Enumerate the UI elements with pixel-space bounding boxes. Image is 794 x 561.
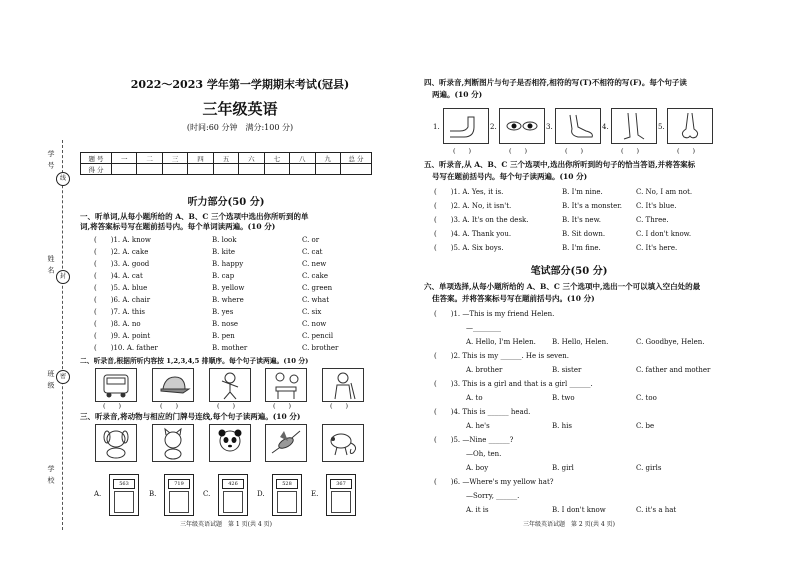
q3-instruction: 三、听录音,将动物与相应的门牌号连线,每个句子读两遍。(10 分) <box>80 412 301 421</box>
q1-item: ( )10. A. father <box>94 344 158 352</box>
q1-option-c: C. brother <box>302 344 339 352</box>
binding-line <box>62 140 63 530</box>
q6-option: C. too <box>636 394 657 402</box>
score-header-cell: 七 <box>264 153 289 164</box>
q5-option-c: C. I don't know. <box>636 230 692 238</box>
score-header-cell: 总 分 <box>341 153 372 164</box>
q5-option-b: B. Sit down. <box>562 230 606 238</box>
door-528[interactable] <box>272 474 302 516</box>
legs-picture <box>611 108 657 144</box>
score-cell[interactable] <box>290 164 315 175</box>
q4-number: 1. <box>433 123 440 131</box>
door-c-label: C. <box>203 490 211 498</box>
door-number: 426 <box>222 479 244 489</box>
chameleon-picture <box>322 424 364 462</box>
q4-number: 5. <box>658 123 665 131</box>
q1-option-b: B. yes <box>212 308 234 316</box>
q1-item: ( )2. A. cake <box>94 248 149 256</box>
door-panel <box>223 491 243 513</box>
q1-option-c: C. what <box>302 296 330 304</box>
school-label: 学 校 <box>47 465 55 485</box>
children-chair-picture <box>265 368 307 402</box>
q6-option: B. two <box>552 394 575 402</box>
door-e-label: E. <box>311 490 319 498</box>
q1-item: ( )3. A. good <box>94 260 150 268</box>
q6-option: C. girls <box>636 464 662 472</box>
score-header-cell: 八 <box>290 153 315 164</box>
q4-number: 3. <box>546 123 553 131</box>
q6-option: C. father and mother <box>636 366 711 374</box>
dog-picture <box>95 424 137 462</box>
door-panel <box>331 491 351 513</box>
q5-option-c: C. Three. <box>636 216 669 224</box>
boy-picture <box>209 368 251 402</box>
nose-icon <box>668 109 712 143</box>
q6-answer-line: —________ <box>466 324 501 332</box>
door-panel <box>114 491 134 513</box>
door-panel <box>169 491 189 513</box>
chair-icon <box>266 369 306 401</box>
q1-item: ( )5. A. blue <box>94 284 148 292</box>
q5-instruction-cont: 号写在题前括号内。每个句子读两遍。(10 分) <box>432 172 588 181</box>
q5-option-c: C. It's here. <box>636 244 678 252</box>
q6-question: ( )3. This is a girl and that is a girl ______. <box>434 380 593 388</box>
q5-option-b: B. I'm nine. <box>562 188 603 196</box>
q4-number: 2. <box>490 123 497 131</box>
door-367[interactable] <box>326 474 356 516</box>
eyes-picture <box>499 108 545 144</box>
legs-icon <box>612 109 656 143</box>
arm-muscle-icon <box>444 109 488 143</box>
q5-item: ( )1. A. Yes, it is. <box>434 188 504 196</box>
eyes-icon <box>500 109 544 143</box>
q6-instruction: 六、单项选择,从每小题所给的 A、B、C 三个选项中,选出一个可以填入空白处的最 <box>424 282 701 291</box>
page-footer-right: 三年级英语试题 第 2 页(共 4 页) <box>523 521 615 528</box>
score-header-cell: 一 <box>112 153 137 164</box>
q6-option: B. his <box>552 422 572 430</box>
q1-option-b: B. happy <box>212 260 244 268</box>
score-header-cell: 九 <box>315 153 341 164</box>
q5-item: ( )4. A. Thank you. <box>434 230 512 238</box>
q6-instruction-cont: 佳答案。并将答案标号写在题前括号内。(10 分) <box>432 294 595 303</box>
q5-option-b: B. I'm fine. <box>562 244 601 252</box>
door-a-label: A. <box>94 490 102 498</box>
door-panel <box>277 491 297 513</box>
cap-picture <box>152 368 194 402</box>
q1-option-b: B. yellow <box>212 284 245 292</box>
q6-option: A. he's <box>466 422 490 430</box>
q2-answer-blank[interactable]: ( ) <box>103 402 122 410</box>
binding-mark-dense: 密 <box>56 370 70 384</box>
q5-item: ( )2. A. No, it isn't. <box>434 202 512 210</box>
panda-icon <box>210 425 250 461</box>
q1-instruction-cont: 词,将答案标号写在题前括号内。每个单词读两遍。(10 分) <box>80 222 276 231</box>
q6-question: ( )1. —This is my friend Helen. <box>434 310 555 318</box>
q1-option-b: B. pen <box>212 332 235 340</box>
dog-icon <box>96 425 136 461</box>
door-563[interactable] <box>109 474 139 516</box>
foot-icon <box>556 109 600 143</box>
q5-item: ( )5. A. Six boys. <box>434 244 504 252</box>
q6-option: C. it's a hat <box>636 506 677 514</box>
listening-section-title: 听力部分(50 分) <box>187 197 265 208</box>
q1-option-c: C. six <box>302 308 322 316</box>
q6-option: B. sister <box>552 366 582 374</box>
score-cell[interactable] <box>264 164 289 175</box>
q4-answer-blank[interactable]: ( ) <box>621 147 640 155</box>
cat-picture <box>152 424 194 462</box>
door-426[interactable] <box>218 474 248 516</box>
q5-instruction: 五、听录音,从 A、B、C 三个选项中,选出你所听到的句子的恰当答语,并将答案标 <box>424 160 696 169</box>
score-header-cell: 六 <box>239 153 264 164</box>
score-header-cell: 三 <box>162 153 187 164</box>
door-b-label: B. <box>149 490 157 498</box>
q6-question: ( )5. —Nine ______? <box>434 436 514 444</box>
q1-option-b: B. look <box>212 236 237 244</box>
binding-mark-line: 线 <box>56 172 70 186</box>
q1-item: ( )7. A. this <box>94 308 146 316</box>
q6-option: B. Hello, Helen. <box>552 338 609 346</box>
score-header-cell: 二 <box>137 153 162 164</box>
q2-answer-blank[interactable]: ( ) <box>217 402 236 410</box>
q6-question: ( )2. This is my ______. He is seven. <box>434 352 570 360</box>
q6-option: B. girl <box>552 464 574 472</box>
score-row-label: 得 分 <box>81 164 112 175</box>
q2-answer-blank[interactable]: ( ) <box>160 402 179 410</box>
student-name-label: 姓 名 <box>47 255 55 275</box>
door-number: 563 <box>113 479 135 489</box>
q2-answer-blank[interactable]: ( ) <box>330 402 349 410</box>
boy-icon <box>210 369 250 401</box>
bird-icon <box>266 425 306 461</box>
q6-question: ( )4. This is ______ head. <box>434 408 531 416</box>
score-header-cell: 五 <box>213 153 238 164</box>
score-cell[interactable] <box>162 164 187 175</box>
q5-option-c: C. No, I am not. <box>636 188 693 196</box>
grandpa-picture <box>322 368 364 402</box>
q5-option-b: B. It's new. <box>562 216 601 224</box>
score-cell[interactable] <box>239 164 264 175</box>
nose-picture <box>667 108 713 144</box>
foot-picture <box>555 108 601 144</box>
q1-item: ( )1. A. know <box>94 236 151 244</box>
bus-icon <box>96 369 136 401</box>
cap-icon <box>153 369 193 401</box>
q4-instruction-cont: 两遍。(10 分) <box>432 90 483 99</box>
q4-instruction: 四、听录音,判断图片与句子是否相符,相符的写(T)不相符的写(F)。每个句子读 <box>424 78 687 87</box>
score-cell[interactable] <box>213 164 238 175</box>
q6-option: A. boy <box>466 464 489 472</box>
q6-option: A. Hello, I'm Helen. <box>466 338 536 346</box>
score-cell[interactable] <box>315 164 341 175</box>
exam-info: (时间:60 分钟 满分:100 分) <box>186 123 294 132</box>
binding-mark-seal: 封 <box>56 270 70 284</box>
q1-option-c: C. cat <box>302 248 323 256</box>
q1-option-b: B. nose <box>212 320 239 328</box>
q5-option-c: C. It's blue. <box>636 202 677 210</box>
door-d-label: D. <box>257 490 265 498</box>
score-header-cell: 题 号 <box>81 153 112 164</box>
q6-option: A. to <box>466 394 483 402</box>
bird-picture <box>265 424 307 462</box>
q6-option: B. I don't know <box>552 506 606 514</box>
q6-answer-line: —Oh, ten. <box>466 450 502 458</box>
q1-option-b: B. mother <box>212 344 248 352</box>
q6-option: C. be <box>636 422 655 430</box>
q5-option-b: B. It's a monster. <box>562 202 623 210</box>
q1-option-c: C. pencil <box>302 332 334 340</box>
q4-answer-blank[interactable]: ( ) <box>509 147 528 155</box>
arm-picture <box>443 108 489 144</box>
q4-answer-blank[interactable]: ( ) <box>565 147 584 155</box>
q2-answer-blank[interactable]: ( ) <box>273 402 292 410</box>
q6-option: A. it is <box>466 506 489 514</box>
score-cell[interactable] <box>188 164 213 175</box>
q1-option-c: C. cake <box>302 272 329 280</box>
score-cell[interactable] <box>112 164 137 175</box>
score-cell[interactable] <box>137 164 162 175</box>
grandpa-icon <box>323 369 363 401</box>
q4-number: 4. <box>602 123 609 131</box>
q4-answer-blank[interactable]: ( ) <box>453 147 472 155</box>
q1-item: ( )9. A. point <box>94 332 151 340</box>
door-number: 719 <box>168 479 190 489</box>
door-719[interactable] <box>164 474 194 516</box>
q4-answer-blank[interactable]: ( ) <box>677 147 696 155</box>
q5-item: ( )3. A. It's on the desk. <box>434 216 529 224</box>
chameleon-icon <box>323 425 363 461</box>
page-footer-left: 三年级英语试题 第 1 页(共 4 页) <box>180 521 272 528</box>
exam-subtitle: 三年级英语 <box>202 100 278 118</box>
score-header-cell: 四 <box>188 153 213 164</box>
q1-item: ( )6. A. chair <box>94 296 151 304</box>
q6-answer-line: —Sorry, ______. <box>466 492 520 500</box>
panda-picture <box>209 424 251 462</box>
q1-item: ( )8. A. no <box>94 320 141 328</box>
q1-item: ( )4. A. cat <box>94 272 143 280</box>
q6-option: A. brother <box>466 366 503 374</box>
score-table <box>80 152 372 175</box>
q1-instruction: 一、听单词,从每小题所给的 A、B、C 三个选项中选出你所听到的单 <box>80 212 309 221</box>
writing-section-title: 笔试部分(50 分) <box>530 266 608 277</box>
q1-option-c: C. green <box>302 284 333 292</box>
q1-option-b: B. kite <box>212 248 236 256</box>
cat-icon <box>153 425 193 461</box>
student-id-label: 学 号 <box>47 150 55 170</box>
score-cell[interactable] <box>341 164 372 175</box>
q1-option-c: C. or <box>302 236 320 244</box>
q1-option-c: C. new <box>302 260 327 268</box>
exam-title: 2022～2023 学年第一学期期末考试(冠县) <box>130 78 350 91</box>
q6-question: ( )6. —Where's my yellow hat? <box>434 478 554 486</box>
class-label: 班 级 <box>47 370 55 390</box>
q2-instruction: 二、听录音,根据所听内容按 1,2,3,4,5 排顺序。每个句子读两遍。(10 分) <box>80 357 309 365</box>
q6-option: C. Goodbye, Helen. <box>636 338 705 346</box>
bus-picture <box>95 368 137 402</box>
q1-option-b: B. where <box>212 296 244 304</box>
door-number: 528 <box>276 479 298 489</box>
q1-option-b: B. cap <box>212 272 235 280</box>
q1-option-c: C. now <box>302 320 327 328</box>
door-number: 367 <box>330 479 352 489</box>
